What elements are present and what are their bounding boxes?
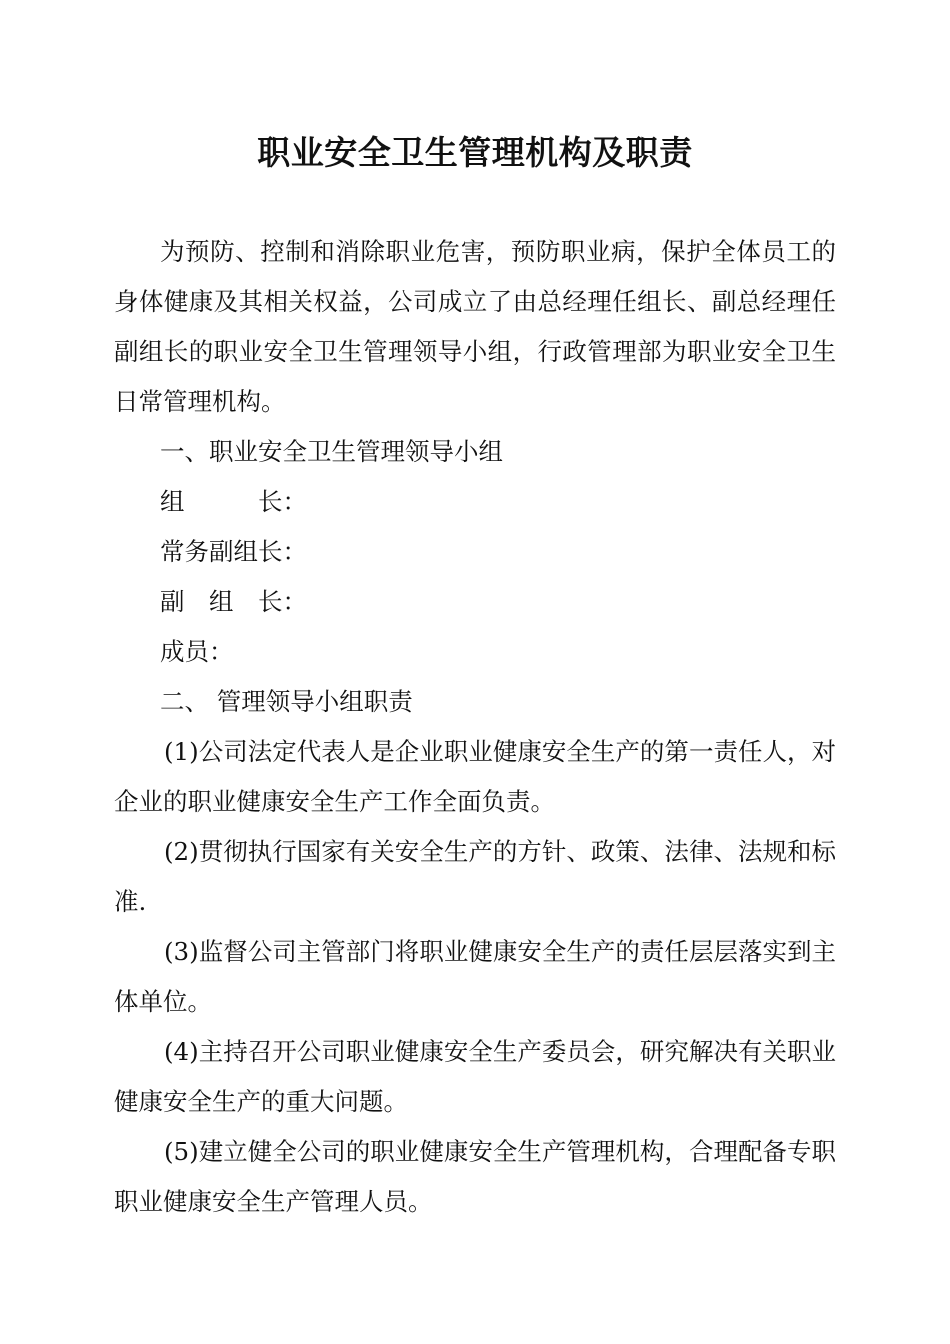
role-members: 成员： — [160, 637, 234, 666]
role-executive-deputy: 常务副组长： — [160, 537, 307, 566]
intro-paragraph: 为预防、控制和消除职业危害，预防职业病，保护全体员工的身体健康及其相关权益，公司成立了由总经理任组长、副总经理任副组长的职业安全卫生管理领导小组，行政管理部为职业安全卫生日常管理机构。 — [114, 237, 836, 416]
duty-item-3: (3)监督公司主管部门将职业健康安全生产的责任层层落实到主体单位。 — [114, 937, 836, 1016]
duty-item-1: (1)公司法定代表人是企业职业健康安全生产的第一责任人，对企业的职业健康安全生产工作全面负责。 — [114, 737, 836, 816]
role-deputy: 副 组 长： — [160, 587, 307, 616]
section-1-heading: 一、职业安全卫生管理领导小组 — [160, 437, 503, 466]
document-body — [114, 227, 836, 1227]
duty-item-2: (2)贯彻执行国家有关安全生产的方针、政策、法律、法规和标准. — [114, 837, 836, 916]
duty-item-4: (4)主持召开公司职业健康安全生产委员会，研究解决有关职业健康安全生产的重大问题。 — [114, 1037, 836, 1116]
duty-item-5: (5)建立健全公司的职业健康安全生产管理机构，合理配备专职职业健康安全生产管理人员。 — [114, 1137, 836, 1216]
section-2-heading: 二、 管理领导小组职责 — [160, 687, 413, 716]
document-title: 职业安全卫生管理机构及职责 — [257, 133, 693, 172]
role-leader: 组 长： — [160, 487, 307, 516]
